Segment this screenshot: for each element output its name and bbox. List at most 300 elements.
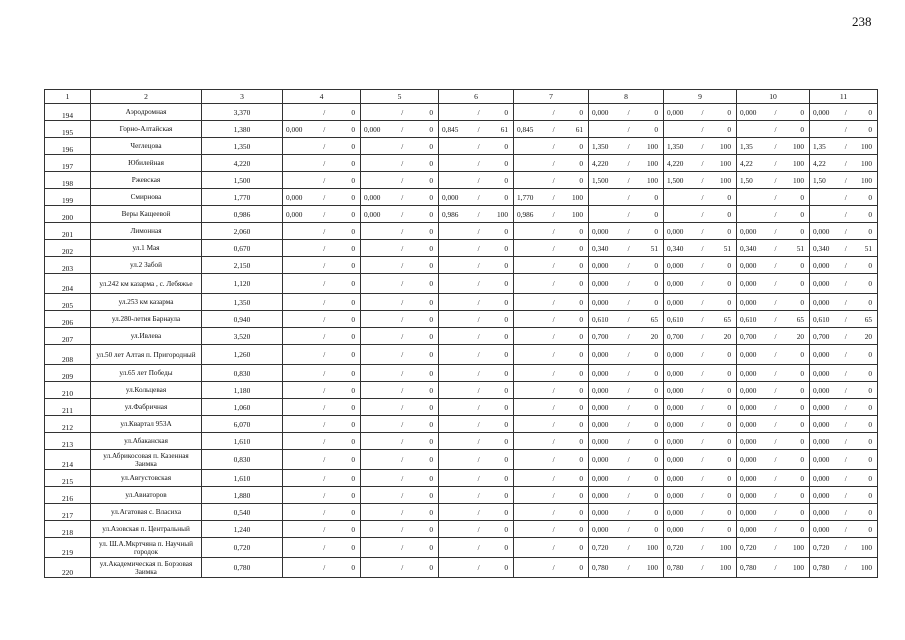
- value-percent: 0: [654, 419, 658, 429]
- value-amount: 0,000: [740, 385, 757, 395]
- value-pair-cell: [361, 257, 439, 274]
- value-pair-cell: [439, 345, 514, 365]
- value-percent: 100: [647, 543, 658, 552]
- value-amount: 0,000: [592, 297, 609, 307]
- value-percent: 0: [351, 297, 355, 307]
- row-number: 212: [45, 416, 91, 433]
- value-percent: 0: [654, 209, 658, 219]
- value-amount: 0,340: [740, 243, 757, 253]
- value-amount: 1,50: [813, 175, 826, 185]
- slash-separator: /: [323, 314, 326, 324]
- row-number: 208: [45, 345, 91, 365]
- value-percent: 20: [723, 331, 731, 341]
- value-pair-cell: [514, 433, 589, 450]
- value-percent: 100: [861, 141, 872, 151]
- slash-separator: /: [701, 543, 704, 552]
- value-pair-cell: [439, 104, 514, 121]
- slash-separator: /: [477, 175, 480, 185]
- value-percent: 0: [579, 385, 583, 395]
- value-pair-cell: [810, 504, 878, 521]
- street-name: ул.2 Забой: [91, 257, 202, 274]
- slash-separator: /: [701, 402, 704, 412]
- value-percent: 0: [351, 385, 355, 395]
- slash-separator: /: [552, 124, 555, 134]
- slash-separator: /: [477, 226, 480, 236]
- column-header: 3: [202, 90, 283, 104]
- value-percent: 65: [864, 314, 872, 324]
- row-number: 217: [45, 504, 91, 521]
- value-percent: 0: [654, 107, 658, 117]
- slash-separator: /: [627, 563, 630, 572]
- header-row: [45, 90, 878, 104]
- value-amount: 4,220: [667, 158, 684, 168]
- value-percent: 0: [429, 314, 433, 324]
- value-pair-cell: [361, 155, 439, 172]
- slash-separator: /: [774, 158, 777, 168]
- value-percent: 0: [351, 419, 355, 429]
- value-percent: 0: [504, 141, 508, 151]
- row-number: 198: [45, 172, 91, 189]
- value-pair-cell: [361, 328, 439, 345]
- value-percent: 0: [800, 209, 804, 219]
- table-row: [45, 433, 878, 450]
- value-pair-cell: [810, 240, 878, 257]
- slash-separator: /: [552, 436, 555, 446]
- value-percent: 0: [351, 507, 355, 517]
- value-percent: 0: [351, 524, 355, 534]
- value-amount: 0,720: [740, 543, 757, 552]
- row-number: 201: [45, 223, 91, 240]
- slash-separator: /: [323, 279, 326, 288]
- value-percent: 0: [654, 297, 658, 307]
- value-pair-cell: [283, 487, 361, 504]
- value-amount: 0,000: [667, 507, 684, 517]
- value-pair-cell: [514, 487, 589, 504]
- value-pair-cell: [810, 294, 878, 311]
- value-pair-cell: [664, 104, 737, 121]
- value-pair-cell: [514, 240, 589, 257]
- value-percent: 100: [647, 563, 658, 572]
- value-pair-cell: [664, 521, 737, 538]
- slash-separator: /: [844, 455, 847, 464]
- value-pair-cell: [737, 504, 810, 521]
- value-pair-cell: [810, 206, 878, 223]
- value-amount: 0,000: [740, 107, 757, 117]
- value-percent: 100: [793, 563, 804, 572]
- value-amount: 0,000: [813, 419, 830, 429]
- value-amount: 0,610: [667, 314, 684, 324]
- slash-separator: /: [401, 455, 404, 464]
- value-pair-cell: [589, 558, 664, 578]
- slash-separator: /: [477, 419, 480, 429]
- length-value: 1,180: [202, 382, 283, 399]
- value-pair-cell: [589, 399, 664, 416]
- slash-separator: /: [774, 402, 777, 412]
- value-amount: 0,000: [592, 473, 609, 483]
- value-pair-cell: [664, 504, 737, 521]
- value-amount: 0,000: [813, 350, 830, 359]
- slash-separator: /: [552, 524, 555, 534]
- value-percent: 0: [351, 175, 355, 185]
- slash-separator: /: [323, 124, 326, 134]
- value-pair-cell: [810, 470, 878, 487]
- value-percent: 0: [727, 524, 731, 534]
- value-percent: 0: [868, 436, 872, 446]
- slash-separator: /: [552, 455, 555, 464]
- value-percent: 0: [868, 368, 872, 378]
- column-header: 10: [737, 90, 810, 104]
- value-pair-cell: [810, 345, 878, 365]
- value-percent: 0: [868, 402, 872, 412]
- slash-separator: /: [774, 436, 777, 446]
- value-percent: 0: [800, 419, 804, 429]
- slash-separator: /: [844, 260, 847, 270]
- slash-separator: /: [401, 209, 404, 219]
- slash-separator: /: [323, 402, 326, 412]
- value-pair-cell: [810, 328, 878, 345]
- length-value: 6,070: [202, 416, 283, 433]
- value-pair-cell: [283, 345, 361, 365]
- value-amount: 0,720: [813, 543, 830, 552]
- table-row: [45, 399, 878, 416]
- slash-separator: /: [844, 331, 847, 341]
- slash-separator: /: [701, 419, 704, 429]
- row-number: 200: [45, 206, 91, 223]
- row-number: 216: [45, 487, 91, 504]
- slash-separator: /: [323, 455, 326, 464]
- value-percent: 0: [727, 192, 731, 202]
- value-amount: 0,000: [592, 107, 609, 117]
- street-name: ул.Фабричная: [91, 399, 202, 416]
- value-pair-cell: [589, 328, 664, 345]
- value-percent: 0: [429, 107, 433, 117]
- value-pair-cell: [589, 450, 664, 470]
- value-percent: 0: [579, 175, 583, 185]
- value-amount: 0,000: [592, 490, 609, 500]
- slash-separator: /: [477, 402, 480, 412]
- value-percent: 100: [720, 543, 731, 552]
- value-amount: 0,000: [592, 507, 609, 517]
- value-amount: 0,000: [813, 490, 830, 500]
- slash-separator: /: [323, 158, 326, 168]
- slash-separator: /: [627, 490, 630, 500]
- value-pair-cell: [361, 121, 439, 138]
- value-pair-cell: [514, 155, 589, 172]
- value-percent: 0: [429, 402, 433, 412]
- table-row: [45, 345, 878, 365]
- value-pair-cell: [439, 365, 514, 382]
- slash-separator: /: [477, 192, 480, 202]
- value-percent: 0: [579, 436, 583, 446]
- value-pair-cell: [283, 138, 361, 155]
- slash-separator: /: [774, 226, 777, 236]
- slash-separator: /: [844, 209, 847, 219]
- slash-separator: /: [477, 243, 480, 253]
- value-percent: 0: [429, 455, 433, 464]
- table-row: [45, 121, 878, 138]
- value-percent: 0: [868, 455, 872, 464]
- value-pair-cell: [737, 521, 810, 538]
- value-pair-cell: [514, 504, 589, 521]
- value-percent: 0: [351, 368, 355, 378]
- slash-separator: /: [701, 436, 704, 446]
- value-percent: 0: [351, 141, 355, 151]
- value-pair-cell: [664, 294, 737, 311]
- value-pair-cell: [810, 450, 878, 470]
- value-amount: 0,000: [740, 260, 757, 270]
- value-percent: 0: [504, 260, 508, 270]
- value-pair-cell: [361, 189, 439, 206]
- street-name: ул.Кольцевая: [91, 382, 202, 399]
- value-pair-cell: [664, 487, 737, 504]
- slash-separator: /: [477, 524, 480, 534]
- slash-separator: /: [323, 260, 326, 270]
- value-pair-cell: [439, 240, 514, 257]
- value-amount: 0,000: [813, 107, 830, 117]
- value-amount: 0,000: [813, 297, 830, 307]
- slash-separator: /: [401, 473, 404, 483]
- street-name: ул.1 Мая: [91, 240, 202, 257]
- value-percent: 0: [429, 279, 433, 288]
- value-percent: 0: [504, 385, 508, 395]
- slash-separator: /: [477, 350, 480, 359]
- slash-separator: /: [844, 158, 847, 168]
- value-percent: 100: [793, 141, 804, 151]
- value-pair-cell: [361, 450, 439, 470]
- length-value: 1,770: [202, 189, 283, 206]
- value-pair-cell: [589, 538, 664, 558]
- length-value: 0,670: [202, 240, 283, 257]
- value-amount: 0,000: [592, 436, 609, 446]
- value-pair-cell: [810, 538, 878, 558]
- value-pair-cell: [439, 189, 514, 206]
- value-pair-cell: [283, 155, 361, 172]
- table-row: [45, 172, 878, 189]
- street-name: ул.Абрикосовая п. Казенная Заимка: [91, 450, 202, 470]
- slash-separator: /: [627, 507, 630, 517]
- value-pair-cell: [514, 450, 589, 470]
- value-pair-cell: [810, 311, 878, 328]
- row-number: 206: [45, 311, 91, 328]
- value-percent: 100: [861, 563, 872, 572]
- value-amount: 0,720: [592, 543, 609, 552]
- value-percent: 0: [429, 524, 433, 534]
- value-percent: 0: [868, 490, 872, 500]
- slash-separator: /: [552, 490, 555, 500]
- street-name: Горно-Алтайская: [91, 121, 202, 138]
- value-percent: 0: [351, 192, 355, 202]
- column-header: 6: [439, 90, 514, 104]
- slash-separator: /: [701, 279, 704, 288]
- value-amount: 1,500: [667, 175, 684, 185]
- value-percent: 0: [429, 260, 433, 270]
- value-amount: 0,000: [740, 402, 757, 412]
- slash-separator: /: [701, 563, 704, 572]
- value-percent: 0: [504, 543, 508, 552]
- value-pair-cell: [514, 521, 589, 538]
- value-amount: 0,000: [364, 209, 381, 219]
- value-amount: 0,845: [517, 124, 534, 134]
- value-pair-cell: [514, 328, 589, 345]
- slash-separator: /: [552, 209, 555, 219]
- value-percent: 0: [654, 260, 658, 270]
- slash-separator: /: [774, 419, 777, 429]
- value-percent: 0: [351, 473, 355, 483]
- value-pair-cell: [283, 311, 361, 328]
- value-pair-cell: [737, 470, 810, 487]
- slash-separator: /: [323, 436, 326, 446]
- value-amount: 0,000: [740, 279, 757, 288]
- value-percent: 0: [504, 563, 508, 572]
- value-percent: 0: [654, 402, 658, 412]
- street-name: ул.Абаканская: [91, 433, 202, 450]
- slash-separator: /: [401, 507, 404, 517]
- value-amount: 0,000: [667, 279, 684, 288]
- value-pair-cell: [589, 274, 664, 294]
- value-pair-cell: [664, 189, 737, 206]
- value-pair-cell: [514, 257, 589, 274]
- value-pair-cell: [439, 538, 514, 558]
- slash-separator: /: [627, 543, 630, 552]
- street-name: ул.Ивлева: [91, 328, 202, 345]
- value-pair-cell: [439, 155, 514, 172]
- value-amount: 0,000: [592, 524, 609, 534]
- value-pair-cell: [664, 257, 737, 274]
- table-row: [45, 206, 878, 223]
- value-percent: 20: [650, 331, 658, 341]
- value-pair-cell: [664, 538, 737, 558]
- value-percent: 51: [796, 243, 804, 253]
- length-value: 1,880: [202, 487, 283, 504]
- value-amount: 0,000: [364, 192, 381, 202]
- row-number: 202: [45, 240, 91, 257]
- value-percent: 0: [654, 350, 658, 359]
- value-percent: 0: [579, 563, 583, 572]
- value-percent: 0: [868, 473, 872, 483]
- value-percent: 65: [650, 314, 658, 324]
- length-value: 0,720: [202, 538, 283, 558]
- value-percent: 0: [504, 436, 508, 446]
- value-pair-cell: [589, 311, 664, 328]
- value-amount: 0,780: [592, 563, 609, 572]
- value-pair-cell: [737, 257, 810, 274]
- value-percent: 0: [504, 350, 508, 359]
- slash-separator: /: [401, 543, 404, 552]
- slash-separator: /: [552, 350, 555, 359]
- value-percent: 0: [654, 385, 658, 395]
- slash-separator: /: [701, 490, 704, 500]
- value-pair-cell: [361, 345, 439, 365]
- value-percent: 0: [579, 141, 583, 151]
- value-pair-cell: [361, 399, 439, 416]
- value-amount: 0,780: [667, 563, 684, 572]
- slash-separator: /: [552, 368, 555, 378]
- slash-separator: /: [477, 507, 480, 517]
- value-pair-cell: [283, 104, 361, 121]
- value-percent: 0: [429, 436, 433, 446]
- value-percent: 0: [429, 124, 433, 134]
- slash-separator: /: [477, 107, 480, 117]
- slash-separator: /: [477, 473, 480, 483]
- value-amount: 1,350: [592, 141, 609, 151]
- value-percent: 0: [727, 490, 731, 500]
- slash-separator: /: [701, 158, 704, 168]
- value-percent: 0: [868, 507, 872, 517]
- slash-separator: /: [774, 243, 777, 253]
- value-percent: 0: [504, 455, 508, 464]
- value-pair-cell: [810, 382, 878, 399]
- slash-separator: /: [701, 524, 704, 534]
- street-name: ул.Агатовая с. Власиха: [91, 504, 202, 521]
- value-amount: 0,000: [813, 436, 830, 446]
- slash-separator: /: [401, 175, 404, 185]
- slash-separator: /: [844, 314, 847, 324]
- slash-separator: /: [844, 226, 847, 236]
- slash-separator: /: [627, 402, 630, 412]
- value-percent: 100: [861, 543, 872, 552]
- value-pair-cell: [664, 328, 737, 345]
- value-percent: 0: [429, 473, 433, 483]
- table-row: [45, 487, 878, 504]
- value-percent: 61: [575, 124, 583, 134]
- value-percent: 0: [727, 507, 731, 517]
- value-pair-cell: [439, 328, 514, 345]
- value-percent: 0: [504, 297, 508, 307]
- value-amount: 0,000: [667, 455, 684, 464]
- slash-separator: /: [323, 507, 326, 517]
- value-pair-cell: [664, 416, 737, 433]
- value-pair-cell: [283, 257, 361, 274]
- value-pair-cell: [361, 172, 439, 189]
- value-pair-cell: [514, 558, 589, 578]
- slash-separator: /: [627, 141, 630, 151]
- value-percent: 0: [727, 107, 731, 117]
- slash-separator: /: [627, 331, 630, 341]
- value-percent: 0: [579, 226, 583, 236]
- slash-separator: /: [552, 543, 555, 552]
- value-percent: 0: [351, 243, 355, 253]
- length-value: 1,060: [202, 399, 283, 416]
- slash-separator: /: [844, 436, 847, 446]
- row-number: 199: [45, 189, 91, 206]
- slash-separator: /: [477, 141, 480, 151]
- value-percent: 0: [351, 455, 355, 464]
- value-pair-cell: [439, 399, 514, 416]
- value-pair-cell: [514, 365, 589, 382]
- value-pair-cell: [810, 121, 878, 138]
- table-row: [45, 257, 878, 274]
- slash-separator: /: [844, 402, 847, 412]
- value-pair-cell: [514, 399, 589, 416]
- length-value: 1,610: [202, 433, 283, 450]
- value-percent: 0: [429, 507, 433, 517]
- slash-separator: /: [552, 314, 555, 324]
- value-pair-cell: [439, 433, 514, 450]
- value-percent: 0: [800, 436, 804, 446]
- slash-separator: /: [323, 175, 326, 185]
- value-amount: 0,720: [667, 543, 684, 552]
- street-name: ул.Августовская: [91, 470, 202, 487]
- value-pair-cell: [361, 206, 439, 223]
- value-pair-cell: [283, 189, 361, 206]
- slash-separator: /: [627, 350, 630, 359]
- row-number: 194: [45, 104, 91, 121]
- value-percent: 0: [429, 563, 433, 572]
- value-pair-cell: [737, 104, 810, 121]
- slash-separator: /: [844, 490, 847, 500]
- value-percent: 0: [727, 436, 731, 446]
- value-pair-cell: [361, 311, 439, 328]
